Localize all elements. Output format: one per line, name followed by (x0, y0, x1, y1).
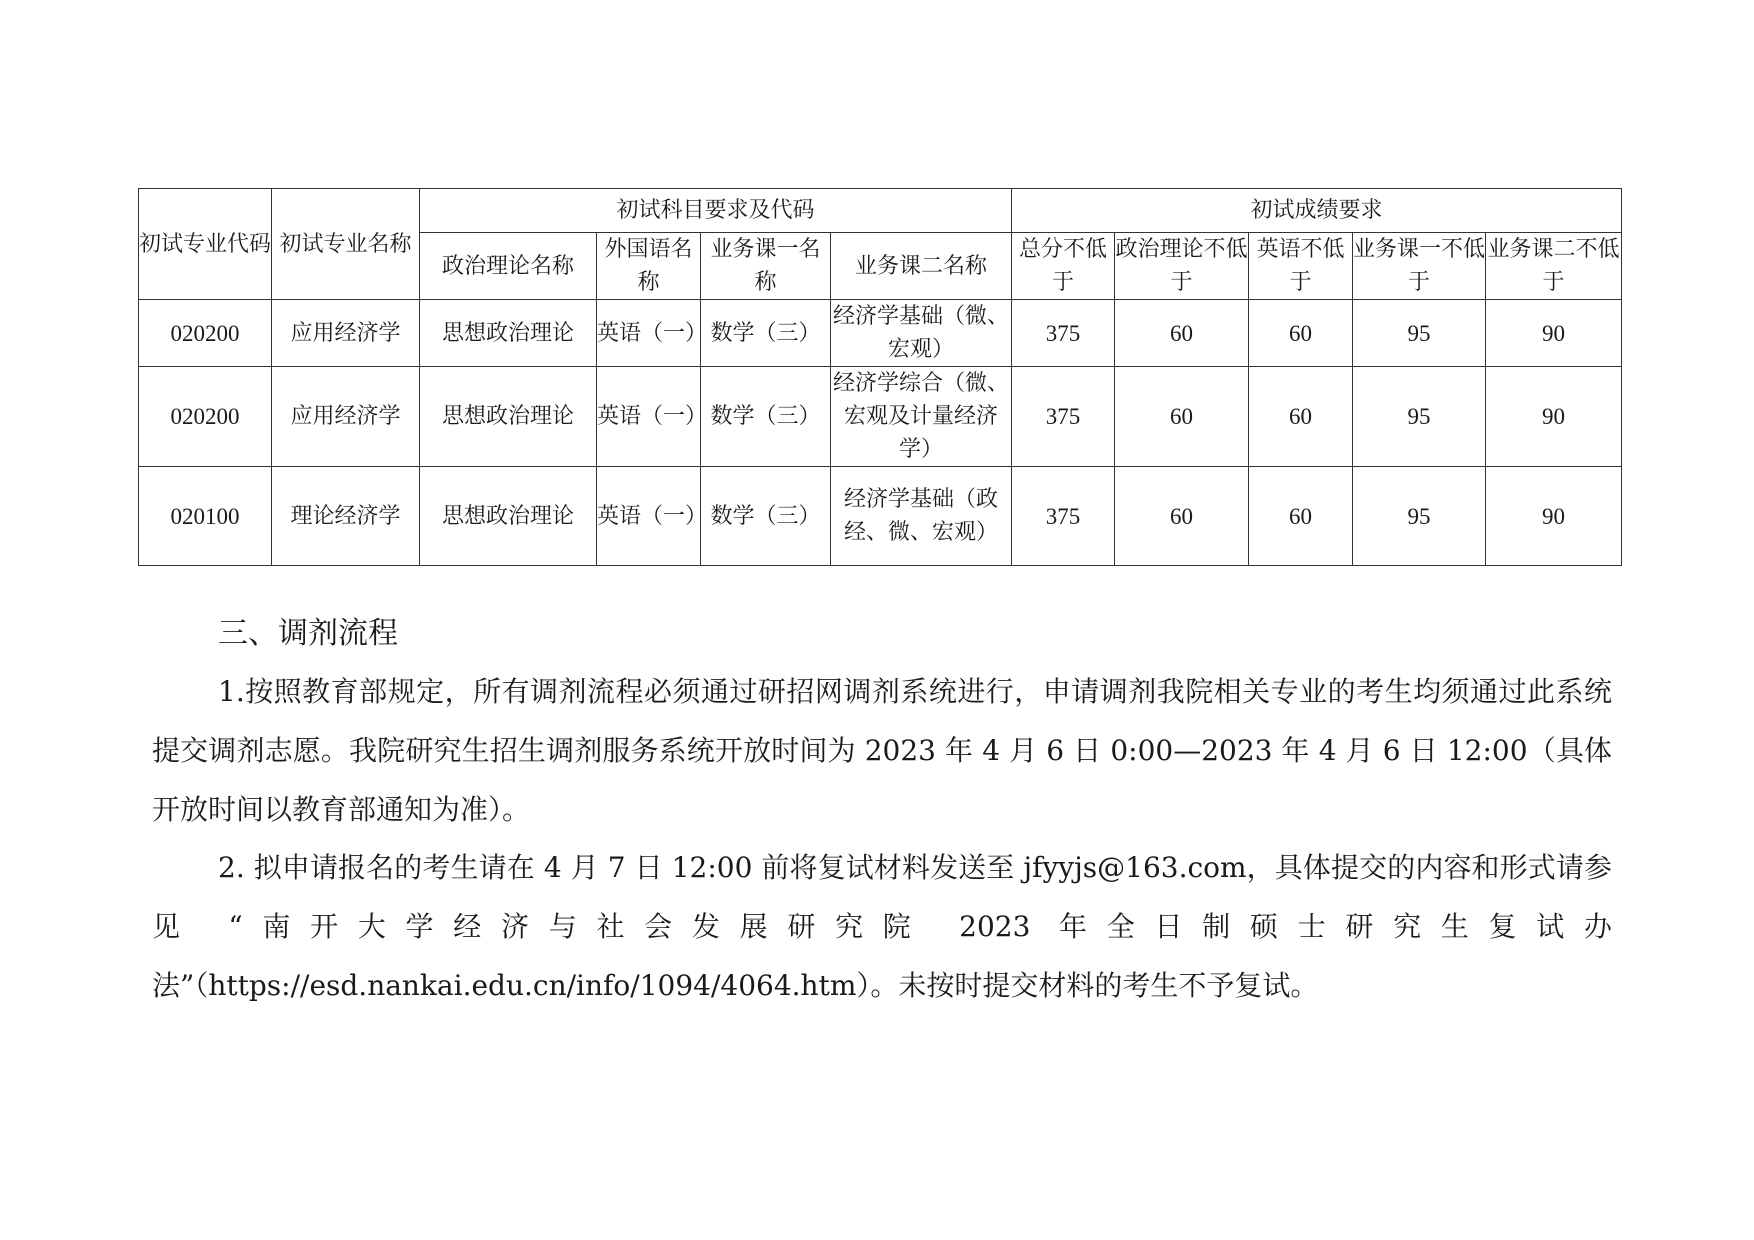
cell-english-score: 60 (1249, 467, 1353, 566)
cell-english-score: 60 (1249, 300, 1353, 367)
cell-course2: 经济学基础（政经、微、宏观） (831, 467, 1012, 566)
cell-code: 020200 (139, 300, 272, 367)
cell-total: 375 (1012, 300, 1115, 367)
header-politics-name: 政治理论名称 (420, 233, 597, 300)
header-total-min: 总分不低于 (1012, 233, 1115, 300)
cell-major: 应用经济学 (272, 367, 420, 467)
cell-foreign: 英语（一） (597, 300, 701, 367)
paragraph-1: 1.按照教育部规定，所有调剂流程必须通过研招网调剂系统进行，申请调剂我院相关专业的考生均须通过此系统提交调剂志愿。我院研究生招生调剂服务系统开放时间为 2023 年 4 月 6 日 0:00—2023 年 4 月 6 日 12:00（具体开放时间以教育部通知为准）。 (152, 675, 1612, 826)
cell-course2-score: 90 (1486, 300, 1622, 367)
cell-english-score: 60 (1249, 367, 1353, 467)
cell-code: 020200 (139, 367, 272, 467)
cell-course1: 数学（三） (701, 300, 831, 367)
cell-foreign: 英语（一） (597, 367, 701, 467)
cell-course2-score: 90 (1486, 467, 1622, 566)
cell-major: 理论经济学 (272, 467, 420, 566)
cell-course1: 数学（三） (701, 367, 831, 467)
header-course2-min: 业务课二不低于 (1486, 233, 1622, 300)
cell-politics-score: 60 (1115, 467, 1249, 566)
header-english-min: 英语不低于 (1249, 233, 1353, 300)
header-scores-group: 初试成绩要求 (1012, 189, 1622, 233)
cell-politics-score: 60 (1115, 367, 1249, 467)
header-foreign-name: 外国语名称 (597, 233, 701, 300)
cell-politics-score: 60 (1115, 300, 1249, 367)
cell-course1-score: 95 (1353, 367, 1486, 467)
cell-course2: 经济学综合（微、宏观及计量经济学） (831, 367, 1012, 467)
header-course1-name: 业务课一名称 (701, 233, 831, 300)
cell-course2: 经济学基础（微、宏观） (831, 300, 1012, 367)
cell-course2-score: 90 (1486, 367, 1622, 467)
header-politics-min: 政治理论不低于 (1115, 233, 1249, 300)
table-row (139, 467, 1622, 566)
table-row (139, 367, 1622, 467)
score-requirements-table (138, 188, 1622, 566)
cell-course1-score: 95 (1353, 467, 1486, 566)
cell-politics: 思想政治理论 (420, 300, 597, 367)
cell-foreign: 英语（一） (597, 467, 701, 566)
cell-code: 020100 (139, 467, 272, 566)
header-subjects-group: 初试科目要求及代码 (420, 189, 1012, 233)
cell-politics: 思想政治理论 (420, 467, 597, 566)
header-major: 初试专业名称 (272, 189, 420, 300)
header-course1-min: 业务课一不低于 (1353, 233, 1486, 300)
cell-total: 375 (1012, 367, 1115, 467)
cell-course1: 数学（三） (701, 467, 831, 566)
header-row-group (139, 189, 1622, 233)
cell-total: 375 (1012, 467, 1115, 566)
section-heading: 三、调剂流程 (218, 616, 398, 651)
cell-major: 应用经济学 (272, 300, 420, 367)
table-row (139, 300, 1622, 367)
header-code: 初试专业代码 (139, 189, 272, 300)
paragraph-2: 2. 拟申请报名的考生请在 4 月 7 日 12:00 前将复试材料发送至 jfyyjs@163.com，具体提交的内容和形式请参见 “南开大学经济与社会发展研究院 2023 年全日制硕士研究生复试办法”（https://esd.nankai.edu.cn/info/1094/4064.htm）。未按时提交材料的考生不予复试。 (152, 851, 1612, 1002)
cell-course1-score: 95 (1353, 300, 1486, 367)
header-course2-name: 业务课二名称 (831, 233, 1012, 300)
cell-politics: 思想政治理论 (420, 367, 597, 467)
